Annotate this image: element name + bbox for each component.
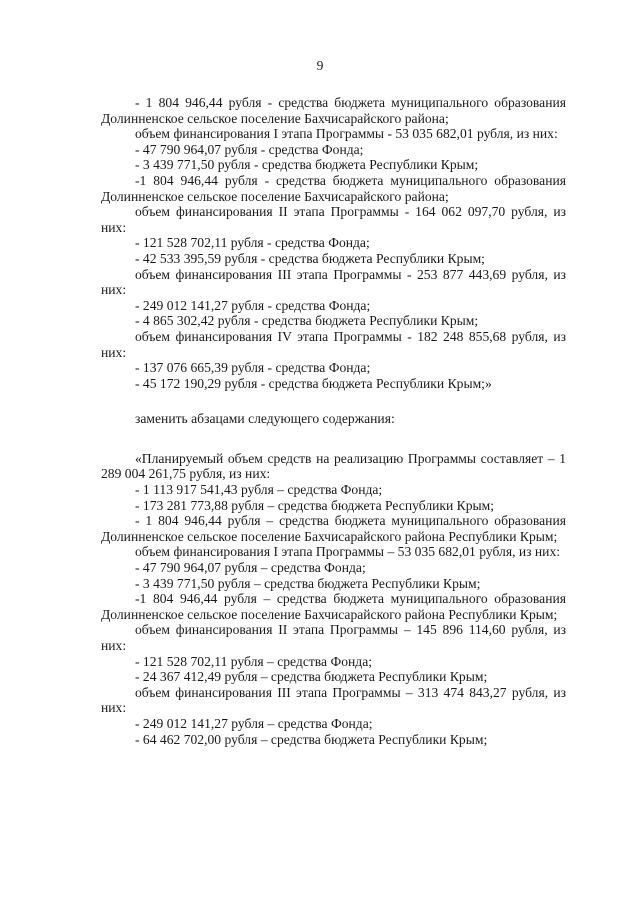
new-text-block bbox=[101, 451, 566, 747]
paragraph: - 121 528 702,11 рубля - средства Фонда; bbox=[135, 235, 370, 251]
paragraph: - 47 790 964,07 рубля – средства Фонда; bbox=[135, 560, 366, 576]
paragraph: - 137 076 665,39 рубля - средства Фонда; bbox=[135, 360, 371, 376]
paragraph: - 1 804 946,44 рубля – средства бюджета муниципального образования Долинненское сельское поселение Бахчисарайского района Республики Крым; bbox=[101, 513, 566, 544]
paragraph: -1 804 946,44 рубля - средства бюджета муниципального образования Долинненское сельское поселение Бахчисарайского района; bbox=[101, 172, 566, 204]
paragraph: - 47 790 964,07 рубля - средства Фонда; bbox=[135, 141, 364, 157]
paragraph: -1 804 946,44 рубля – средства бюджета муниципального образования Долинненское сельское поселение Бахчисарайского района Республики Крым; bbox=[101, 591, 566, 622]
paragraph: - 173 281 773,88 рубля – средства бюджета Республики Крым; bbox=[135, 497, 495, 513]
paragraph: - 249 012 141,27 рубля – средства Фонда; bbox=[135, 715, 373, 731]
paragraph: - 1 804 946,44 рубля - средства бюджета муниципального образования Долинненское сельское поселение Бахчисарайского района; bbox=[101, 95, 566, 126]
replace-instruction: заменить абзацами следующего содержания: bbox=[135, 411, 395, 427]
paragraph: объем финансирования IV этапа Программы - 182 248 855,68 рубля, из них: bbox=[101, 328, 566, 360]
paragraph: - 121 528 702,11 рубля – средства Фонда; bbox=[135, 653, 373, 669]
paragraph: объем финансирования II этапа Программы – 145 896 114,60 рубля, из них: bbox=[101, 622, 566, 653]
paragraph: объем финансирования III этапа Программы – 313 474 843,27 рубля, из них: bbox=[101, 684, 566, 716]
paragraph: - 42 533 395,59 рубля - средства бюджета Республики Крым; bbox=[135, 250, 485, 266]
paragraph: - 4 865 302,42 рубля - средства бюджета Республики Крым; bbox=[135, 313, 479, 329]
paragraph: - 1 113 917 541,43 рубля – средства Фонда; bbox=[135, 482, 383, 498]
paragraph: - 24 367 412,49 рубля – средства бюджета Республики Крым; bbox=[135, 669, 488, 685]
paragraph: - 45 172 190,29 рубля - средства бюджета Республики Крым;» bbox=[135, 375, 492, 391]
old-text-block bbox=[101, 95, 566, 391]
paragraph: - 249 012 141,27 рубля - средства Фонда; bbox=[135, 297, 371, 313]
paragraph: - 64 462 702,00 рубля – средства бюджета Республики Крым; bbox=[135, 731, 488, 747]
paragraph: - 3 439 771,50 рубля – средства бюджета Республики Крым; bbox=[135, 575, 481, 591]
page-number: 9 bbox=[316, 58, 324, 73]
paragraph: объем финансирования I этапа Программы - 53 035 682,01 рубля, из них: bbox=[135, 126, 558, 142]
paragraph: объем финансирования I этапа Программы – 53 035 682,01 рубля, из них: bbox=[135, 544, 561, 560]
document-body bbox=[101, 95, 566, 747]
paragraph: «Планируемый объем средств на реализацию Программы составляет – 1 289 004 261,75 рубля, из них: bbox=[101, 450, 566, 482]
paragraph: объем финансирования III этапа Программы - 253 877 443,69 рубля, из них: bbox=[101, 266, 566, 298]
paragraph: объем финансирования II этапа Программы - 164 062 097,70 рубля, из них: bbox=[101, 204, 566, 235]
paragraph: - 3 439 771,50 рубля - средства бюджета Республики Крым; bbox=[135, 157, 479, 173]
